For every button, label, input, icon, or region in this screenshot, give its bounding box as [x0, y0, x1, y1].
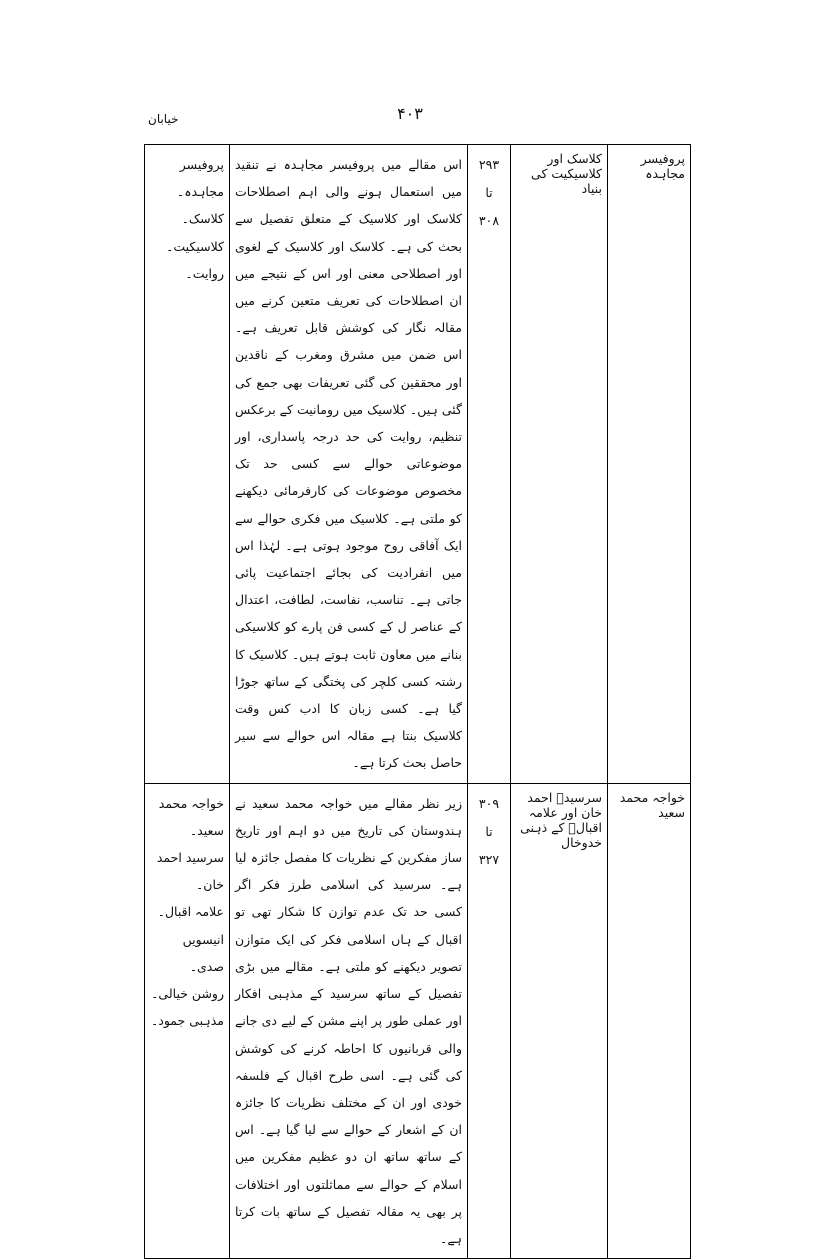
- summary-cell: زیر نظر مقالے میں خواجہ محمد سعید نے ہندوستان کی تاریخ میں دو اہم اور تاریخ ساز مفکرین کے نظریات کا مفصل جائزہ لیا ہے۔ سرسید کی اسلامی طرز فکر اگر کسی حد تک عدم توازن کا شکار تھی تو اقبال کے ہاں اسلامی فکر کی ایک متوازن تصویر دیکھنے کو ملتی ہے۔ مقالے میں بڑی تفصیل کے ساتھ سرسید کے مذہبی افکار اور عملی طور پر اپنے مشن کے لیے دی جانے والی قربانیوں کا احاطہ کرنے کی کوشش کی گئی ہے۔ اسی طرح اقبال کے فلسفہ خودی اور ان کے مختلف نظریات کا جائزہ ان کے اشعار کے حوالے سے لیا گیا ہے۔ اس کے ساتھ ساتھ ان دو عظیم مفکرین میں اسلام کے حوالے سے مماثلتوں اور اختلافات پر بھی یہ مقالہ تفصیل کے ساتھ بات کرتا ہے۔: [230, 783, 468, 1258]
- page-to: تا: [485, 823, 493, 839]
- page-start: ۲۹۳: [478, 157, 500, 172]
- keyword: روایت۔: [185, 265, 224, 281]
- keywords-cell: [145, 145, 230, 784]
- page-end: ۳۲۷: [478, 851, 500, 867]
- keyword: علامہ اقبال۔: [157, 904, 224, 920]
- title-cell: کلاسک اور کلاسیکیت کی بنیاد: [511, 145, 608, 784]
- page-start: ۳۰۹: [478, 795, 500, 811]
- pages-cell: [468, 783, 511, 1258]
- keyword: پروفیسر مجاہدہ۔: [176, 157, 224, 200]
- keyword: کلاسک۔: [181, 211, 224, 227]
- article-index-table: [144, 144, 691, 1259]
- author-cell: خواجہ محمد سعید: [608, 783, 691, 1258]
- title-cell: سرسیدؒ احمد خان اور علامہ اقبالؒ کے ذہنی خدوخال: [511, 783, 608, 1258]
- page-number: ۴۰۳: [397, 104, 423, 123]
- keywords-cell: [145, 783, 230, 1258]
- page-to: تا: [485, 185, 493, 200]
- summary-cell: اس مقالے میں پروفیسر مجاہدہ نے تنقید میں استعمال ہونے والی اہم اصطلاحات کلاسک اور کلاسیک کے متعلق تفصیل سے بحث کی ہے۔ کلاسک اور کلاسیک کے لغوی اور اصطلاحی معنی اور اس کے نتیجے میں ان اصطلاحات کی تعریف متعین کرنے میں مقالہ نگار کی کوشش قابل تعریف ہے۔ اس ضمن میں مشرق ومغرب کے ناقدین اور محققین کی گئی تعریفات بھی جمع کی گئی ہیں۔ کلاسیک میں رومانیت کے برعکس تنظیم، روایت کی حد درجہ پاسداری، اور موضوعاتی حوالے سے کسی حد تک مخصوص موضوعات کی کارفرمائی دیکھنے کو ملتی ہے۔ کلاسیک میں فکری حوالے سے ایک آفاقی روح موجود ہوتی ہے۔ لہٰذا اس میں انفرادیت کی بجائے اجتماعیت پائی جاتی ہے۔ تناسب، نفاست، لطافت، اعتدال کے عناصر ل کے کسی فن پارے کو کلاسیکی بنانے میں معاون ثابت ہوتے ہیں۔ کلاسیک کا رشتہ کسی کلچر کی پختگی کے ساتھ جوڑا گیا ہے۔ کسی زبان کا ادب کس وقت کلاسیک بنتا ہے مقالہ اس حوالے سے سیر حاصل بحث کرتا ہے۔: [230, 145, 468, 784]
- keyword: خواجہ محمد سعید۔: [158, 795, 224, 838]
- author-cell: پروفیسر مجاہدہ: [608, 145, 691, 784]
- pages-cell: [468, 145, 511, 784]
- keyword: انیسویں صدی۔: [182, 931, 224, 974]
- table-row: [145, 145, 691, 784]
- page-end: ۳۰۸: [478, 213, 500, 228]
- table-row: [145, 783, 691, 1258]
- journal-name: خیابان: [148, 112, 179, 126]
- keyword: سرسید احمد خان۔: [156, 850, 224, 893]
- keyword: مذہبی جمود۔: [150, 1013, 224, 1029]
- keyword: روشن خیالی۔: [151, 986, 224, 1002]
- keyword: کلاسیکیت۔: [166, 238, 224, 254]
